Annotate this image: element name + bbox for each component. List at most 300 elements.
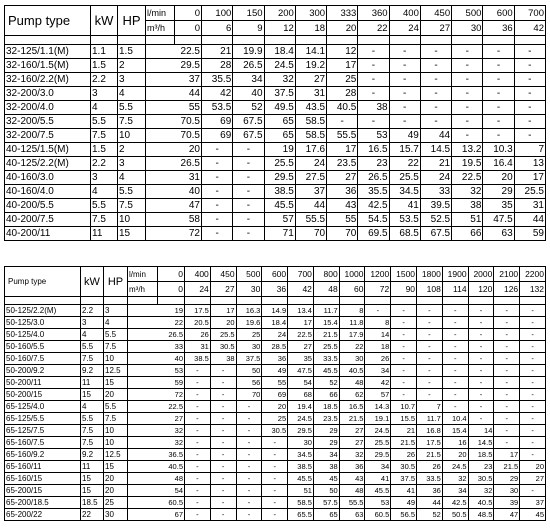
- head-value-cell: 26.5: [128, 329, 185, 341]
- head-value-cell: -: [210, 377, 236, 389]
- pump-type-cell: 65-200/18.5: [5, 497, 81, 509]
- spacer-cell: [327, 36, 358, 45]
- pump-table-32-40: [4, 5, 546, 241]
- head-value-cell: 30.5: [210, 341, 236, 353]
- flow-m3h-cell: 36: [483, 21, 514, 36]
- spacer-cell: [365, 297, 391, 305]
- head-value-cell: 60.5: [365, 509, 391, 521]
- head-value-cell: -: [483, 115, 514, 129]
- head-value-cell: -: [468, 413, 494, 425]
- head-value-cell: 19.2: [295, 59, 326, 73]
- kw-cell: 1.1: [91, 45, 118, 59]
- head-value-cell: 29: [313, 437, 339, 449]
- head-value-cell: -: [520, 353, 546, 365]
- kw-cell: 5.5: [81, 341, 104, 353]
- hp-cell: 15: [104, 461, 128, 473]
- head-value-cell: 11.7: [313, 305, 339, 317]
- pump-type-cell: 65-160/15: [5, 473, 81, 485]
- table-row: [5, 199, 546, 213]
- head-value-cell: -: [236, 437, 262, 449]
- head-value-cell: 58.5: [295, 115, 326, 129]
- kw-cell: 2.2: [91, 157, 118, 171]
- head-value-cell: -: [514, 59, 545, 73]
- head-value-cell: -: [210, 461, 236, 473]
- head-value-cell: -: [468, 305, 494, 317]
- head-value-cell: -: [391, 389, 417, 401]
- head-value-cell: 66: [313, 389, 339, 401]
- head-value-cell: 19.5: [452, 157, 483, 171]
- pump-type-cell: 65-200/22: [5, 509, 81, 521]
- spacer-cell: [494, 297, 520, 305]
- head-value-cell: 28: [202, 59, 233, 73]
- kw-cell: 7.5: [91, 129, 118, 143]
- table-row: [5, 87, 546, 101]
- head-value-cell: 59: [514, 227, 545, 241]
- head-value-cell: 19: [128, 305, 185, 317]
- head-value-cell: -: [483, 129, 514, 143]
- head-value-cell: 19.4: [288, 401, 314, 413]
- head-value-cell: 37: [146, 73, 202, 87]
- head-value-cell: -: [202, 157, 233, 171]
- head-value-cell: 44: [295, 199, 326, 213]
- head-value-cell: 68: [288, 389, 314, 401]
- head-value-cell: -: [233, 143, 264, 157]
- head-value-cell: 26.5: [146, 157, 202, 171]
- head-value-cell: -: [236, 413, 262, 425]
- head-value-cell: 14.5: [420, 143, 451, 157]
- spacer-cell: [339, 297, 365, 305]
- table-row: [5, 473, 546, 485]
- head-value-cell: 40: [128, 353, 185, 365]
- head-value-cell: 17.6: [295, 143, 326, 157]
- hp-cell: 20: [104, 389, 128, 401]
- head-value-cell: 25.5: [389, 171, 420, 185]
- flow-lmin-cell: 600: [483, 6, 514, 21]
- head-value-cell: -: [391, 329, 417, 341]
- pump-type-cell: 65-160/7.5: [5, 437, 81, 449]
- head-value-cell: 22: [128, 317, 185, 329]
- head-value-cell: -: [185, 425, 211, 437]
- head-value-cell: 42.5: [358, 199, 389, 213]
- head-value-cell: -: [494, 353, 520, 365]
- pump-type-cell: 50-160/7.5: [5, 353, 81, 365]
- head-value-cell: 28: [327, 87, 358, 101]
- head-value-cell: -: [420, 45, 451, 59]
- flow-m3h-cell: 0: [158, 282, 185, 297]
- head-value-cell: -: [520, 485, 546, 497]
- hp-cell: 7.5: [118, 199, 146, 213]
- head-value-cell: 17: [514, 171, 545, 185]
- head-value-cell: -: [391, 305, 417, 317]
- table-row: [5, 185, 546, 199]
- head-value-cell: -: [389, 59, 420, 73]
- head-value-cell: 34: [313, 449, 339, 461]
- header-row-lmin: [5, 6, 546, 21]
- head-value-cell: 33: [420, 185, 451, 199]
- head-value-cell: 25.5: [365, 437, 391, 449]
- table-row: [5, 485, 546, 497]
- kw-cell: 3: [91, 87, 118, 101]
- spacer-cell: [146, 36, 175, 45]
- head-value-cell: 57.5: [313, 497, 339, 509]
- head-value-cell: 41: [365, 473, 391, 485]
- head-value-cell: -: [202, 171, 233, 185]
- table-row: [5, 157, 546, 171]
- hp-cell: 30: [104, 509, 128, 521]
- hp-cell: 10: [104, 437, 128, 449]
- head-value-cell: 18.5: [468, 449, 494, 461]
- flow-m3h-cell: 108: [417, 282, 443, 297]
- head-value-cell: -: [358, 87, 389, 101]
- kw-cell: 9.2: [81, 365, 104, 377]
- head-value-cell: 43: [327, 199, 358, 213]
- head-value-cell: 57: [365, 389, 391, 401]
- spacer-cell: [202, 36, 233, 45]
- table-row: [5, 389, 546, 401]
- head-value-cell: 32: [339, 449, 365, 461]
- head-value-cell: -: [210, 401, 236, 413]
- pump-type-cell: 40-125/2.2(M): [5, 157, 91, 171]
- pump-type-cell: 65-200/15: [5, 485, 81, 497]
- head-value-cell: 44: [417, 497, 443, 509]
- head-value-cell: -: [233, 185, 264, 199]
- head-value-cell: 17.5: [417, 437, 443, 449]
- flow-lmin-cell: 450: [210, 267, 236, 282]
- head-value-cell: 49: [391, 497, 417, 509]
- head-value-cell: 16.8: [417, 425, 443, 437]
- head-value-cell: -: [442, 329, 468, 341]
- head-value-cell: -: [420, 73, 451, 87]
- head-value-cell: 34: [233, 73, 264, 87]
- head-value-cell: 57: [264, 213, 295, 227]
- head-value-cell: 48: [339, 485, 365, 497]
- head-value-cell: 26.5: [358, 171, 389, 185]
- table-row: [5, 353, 546, 365]
- kw-cell: 5.5: [91, 199, 118, 213]
- pump-type-cell: 32-200/5.5: [5, 115, 91, 129]
- head-value-cell: -: [389, 45, 420, 59]
- hp-cell: 5.5: [118, 185, 146, 199]
- head-value-cell: -: [210, 485, 236, 497]
- head-value-cell: -: [210, 449, 236, 461]
- header-pump-type: Pump type: [5, 267, 81, 297]
- head-value-cell: -: [520, 317, 546, 329]
- head-value-cell: -: [442, 377, 468, 389]
- head-value-cell: -: [520, 329, 546, 341]
- head-value-cell: -: [520, 437, 546, 449]
- hp-cell: 15: [104, 377, 128, 389]
- head-value-cell: -: [236, 425, 262, 437]
- head-value-cell: 45: [520, 509, 546, 521]
- head-value-cell: 17: [327, 143, 358, 157]
- head-value-cell: 68.5: [389, 227, 420, 241]
- kw-cell: 5.5: [81, 413, 104, 425]
- head-value-cell: -: [494, 413, 520, 425]
- head-value-cell: 55.5: [295, 213, 326, 227]
- spacer-cell: [5, 297, 81, 305]
- head-value-cell: 49: [262, 365, 288, 377]
- flow-m3h-cell: 48: [313, 282, 339, 297]
- flow-m3h-cell: 114: [442, 282, 468, 297]
- head-value-cell: -: [391, 341, 417, 353]
- head-value-cell: -: [236, 401, 262, 413]
- flow-m3h-cell: 27: [210, 282, 236, 297]
- head-value-cell: 45.5: [264, 199, 295, 213]
- head-value-cell: -: [262, 461, 288, 473]
- flow-lmin-cell: 1800: [417, 267, 443, 282]
- head-value-cell: 72: [128, 389, 185, 401]
- head-value-cell: 70: [327, 227, 358, 241]
- head-value-cell: -: [483, 59, 514, 73]
- head-value-cell: 54: [128, 485, 185, 497]
- head-value-cell: 49: [389, 129, 420, 143]
- head-value-cell: -: [468, 389, 494, 401]
- spacer-cell: [442, 297, 468, 305]
- head-value-cell: 18.4: [264, 45, 295, 59]
- table-row: [5, 317, 546, 329]
- head-value-cell: 24.5: [288, 413, 314, 425]
- pump-type-cell: 50-125/4.0: [5, 329, 81, 341]
- head-value-cell: 37: [295, 185, 326, 199]
- head-value-cell: -: [262, 473, 288, 485]
- spacer-row: [5, 36, 546, 45]
- head-value-cell: 16.5: [339, 401, 365, 413]
- head-value-cell: -: [202, 227, 233, 241]
- head-value-cell: -: [417, 317, 443, 329]
- flow-m3h-cell: 20: [327, 21, 358, 36]
- head-value-cell: 22: [339, 341, 365, 353]
- head-value-cell: -: [520, 305, 546, 317]
- flow-lmin-cell: 2000: [468, 267, 494, 282]
- head-value-cell: 65: [264, 129, 295, 143]
- kw-cell: 11: [81, 377, 104, 389]
- kw-cell: 4: [91, 185, 118, 199]
- head-value-cell: -: [494, 329, 520, 341]
- head-value-cell: 21: [202, 45, 233, 59]
- pump-type-cell: 32-125/1.1(M): [5, 45, 91, 59]
- head-value-cell: 29.5: [288, 425, 314, 437]
- head-value-cell: -: [442, 305, 468, 317]
- flow-m3h-cell: 60: [339, 282, 365, 297]
- head-value-cell: 17: [210, 305, 236, 317]
- head-value-cell: 20: [520, 461, 546, 473]
- head-value-cell: 13: [514, 157, 545, 171]
- head-value-cell: -: [233, 227, 264, 241]
- head-value-cell: 50: [236, 365, 262, 377]
- head-value-cell: 13.4: [288, 305, 314, 317]
- head-value-cell: 44: [146, 87, 202, 101]
- kw-cell: 7.5: [81, 437, 104, 449]
- head-value-cell: 23: [468, 461, 494, 473]
- spacer-cell: [417, 297, 443, 305]
- head-value-cell: -: [520, 449, 546, 461]
- head-value-cell: 21.5: [313, 329, 339, 341]
- head-value-cell: 67.5: [233, 129, 264, 143]
- head-value-cell: -: [236, 449, 262, 461]
- flow-lmin-cell: 700: [514, 6, 545, 21]
- spacer-cell: [313, 297, 339, 305]
- head-value-cell: -: [389, 73, 420, 87]
- head-value-cell: 36: [327, 185, 358, 199]
- hp-cell: 12.5: [104, 365, 128, 377]
- head-value-cell: 10.4: [442, 413, 468, 425]
- spacer-cell: [295, 36, 326, 45]
- head-value-cell: -: [185, 401, 211, 413]
- flow-lmin-cell: 2100: [494, 267, 520, 282]
- head-value-cell: -: [210, 497, 236, 509]
- head-value-cell: 49.5: [264, 101, 295, 115]
- head-value-cell: 25.5: [514, 185, 545, 199]
- head-value-cell: -: [233, 213, 264, 227]
- head-value-cell: 53: [365, 497, 391, 509]
- hp-cell: 5.5: [104, 329, 128, 341]
- head-value-cell: -: [520, 341, 546, 353]
- table-row: [5, 401, 546, 413]
- head-value-cell: 19.1: [365, 413, 391, 425]
- head-value-cell: 58.5: [288, 497, 314, 509]
- head-value-cell: 42: [365, 377, 391, 389]
- head-value-cell: 27: [295, 73, 326, 87]
- head-value-cell: 55.5: [339, 497, 365, 509]
- head-value-cell: 11.7: [417, 413, 443, 425]
- head-value-cell: -: [185, 377, 211, 389]
- head-value-cell: -: [185, 461, 211, 473]
- table-row: [5, 425, 546, 437]
- head-value-cell: -: [494, 389, 520, 401]
- head-value-cell: 65: [264, 115, 295, 129]
- flow-lmin-cell: 500: [236, 267, 262, 282]
- flow-lmin-cell: 150: [233, 6, 264, 21]
- head-value-cell: -: [185, 509, 211, 521]
- head-value-cell: 21.5: [417, 449, 443, 461]
- hp-cell: 1.5: [118, 45, 146, 59]
- flow-lmin-cell: 0: [158, 267, 185, 282]
- table-row: [5, 509, 546, 521]
- head-value-cell: 23.5: [313, 413, 339, 425]
- head-value-cell: 25.5: [264, 157, 295, 171]
- pump-type-cell: 65-125/5.5: [5, 413, 81, 425]
- head-value-cell: 27.5: [295, 171, 326, 185]
- head-value-cell: 70.5: [146, 129, 202, 143]
- head-value-cell: 35: [288, 353, 314, 365]
- head-value-cell: -: [468, 317, 494, 329]
- head-value-cell: -: [262, 449, 288, 461]
- pump-type-cell: 65-125/7.5: [5, 425, 81, 437]
- pump-type-cell: 50-200/15: [5, 389, 81, 401]
- head-value-cell: 32: [468, 485, 494, 497]
- head-value-cell: 23: [358, 157, 389, 171]
- kw-cell: 2.2: [81, 305, 104, 317]
- head-value-cell: 52: [233, 101, 264, 115]
- head-value-cell: 69.5: [358, 227, 389, 241]
- head-value-cell: 36.5: [128, 449, 185, 461]
- head-value-cell: 28.5: [262, 341, 288, 353]
- flow-lmin-cell: 700: [288, 267, 314, 282]
- head-value-cell: -: [452, 115, 483, 129]
- pump-type-cell: 65-160/11: [5, 461, 81, 473]
- head-value-cell: -: [202, 185, 233, 199]
- head-value-cell: -: [210, 365, 236, 377]
- head-value-cell: 12: [327, 45, 358, 59]
- table-row: [5, 45, 546, 59]
- table-row: [5, 227, 546, 241]
- table-row: [5, 59, 546, 73]
- flow-lmin-cell: 300: [295, 6, 326, 21]
- head-value-cell: -: [185, 437, 211, 449]
- table-row: [5, 449, 546, 461]
- head-value-cell: 27: [520, 473, 546, 485]
- head-value-cell: 50.5: [442, 509, 468, 521]
- head-value-cell: 17: [494, 449, 520, 461]
- head-value-cell: 15.4: [442, 425, 468, 437]
- head-value-cell: -: [452, 45, 483, 59]
- header-hp: HP: [104, 267, 128, 297]
- flow-m3h-cell: 12: [264, 21, 295, 36]
- kw-cell: 11: [91, 227, 118, 241]
- head-value-cell: 55: [146, 101, 202, 115]
- head-value-cell: 47.5: [288, 365, 314, 377]
- head-value-cell: 24: [420, 171, 451, 185]
- flow-m3h-cell: 0: [175, 21, 202, 36]
- flow-m3h-cell: 24: [389, 21, 420, 36]
- pump-type-cell: 40-160/3.0: [5, 171, 91, 185]
- table-row: [5, 171, 546, 185]
- kw-cell: 15: [81, 485, 104, 497]
- hp-cell: 20: [104, 485, 128, 497]
- head-value-cell: -: [514, 45, 545, 59]
- head-value-cell: 50: [313, 485, 339, 497]
- pump-type-cell: 50-200/9.2: [5, 365, 81, 377]
- head-value-cell: -: [452, 129, 483, 143]
- pump-type-cell: 32-200/7.5: [5, 129, 91, 143]
- head-value-cell: 37.5: [236, 353, 262, 365]
- head-value-cell: 47.5: [483, 213, 514, 227]
- head-value-cell: 10.3: [483, 143, 514, 157]
- head-value-cell: 13.2: [452, 143, 483, 157]
- pump-type-cell: 65-125/4.0: [5, 401, 81, 413]
- head-value-cell: 47: [494, 509, 520, 521]
- head-value-cell: -: [520, 413, 546, 425]
- head-value-cell: 72: [146, 227, 202, 241]
- head-value-cell: 15.5: [391, 413, 417, 425]
- unit-m3h: m³/h: [146, 21, 175, 36]
- head-value-cell: 43: [339, 473, 365, 485]
- head-value-cell: -: [391, 377, 417, 389]
- head-value-cell: 26: [365, 353, 391, 365]
- spacer-cell: [118, 36, 146, 45]
- head-value-cell: -: [494, 365, 520, 377]
- head-value-cell: -: [262, 437, 288, 449]
- flow-m3h-cell: 6: [202, 21, 233, 36]
- head-value-cell: 54: [288, 377, 314, 389]
- head-value-cell: -: [417, 377, 443, 389]
- head-value-cell: -: [520, 425, 546, 437]
- spacer-cell: [483, 36, 514, 45]
- head-value-cell: -: [452, 59, 483, 73]
- head-value-cell: -: [210, 389, 236, 401]
- head-value-cell: 29.5: [264, 171, 295, 185]
- header-hp: HP: [118, 6, 146, 36]
- head-value-cell: -: [494, 401, 520, 413]
- kw-cell: 3: [81, 317, 104, 329]
- pump-type-cell: 40-200/11: [5, 227, 91, 241]
- spacer-cell: [158, 297, 185, 305]
- flow-lmin-cell: 2200: [520, 267, 546, 282]
- hp-cell: 5.5: [118, 101, 146, 115]
- spacer-cell: [514, 36, 545, 45]
- head-value-cell: -: [202, 199, 233, 213]
- head-value-cell: 58: [146, 213, 202, 227]
